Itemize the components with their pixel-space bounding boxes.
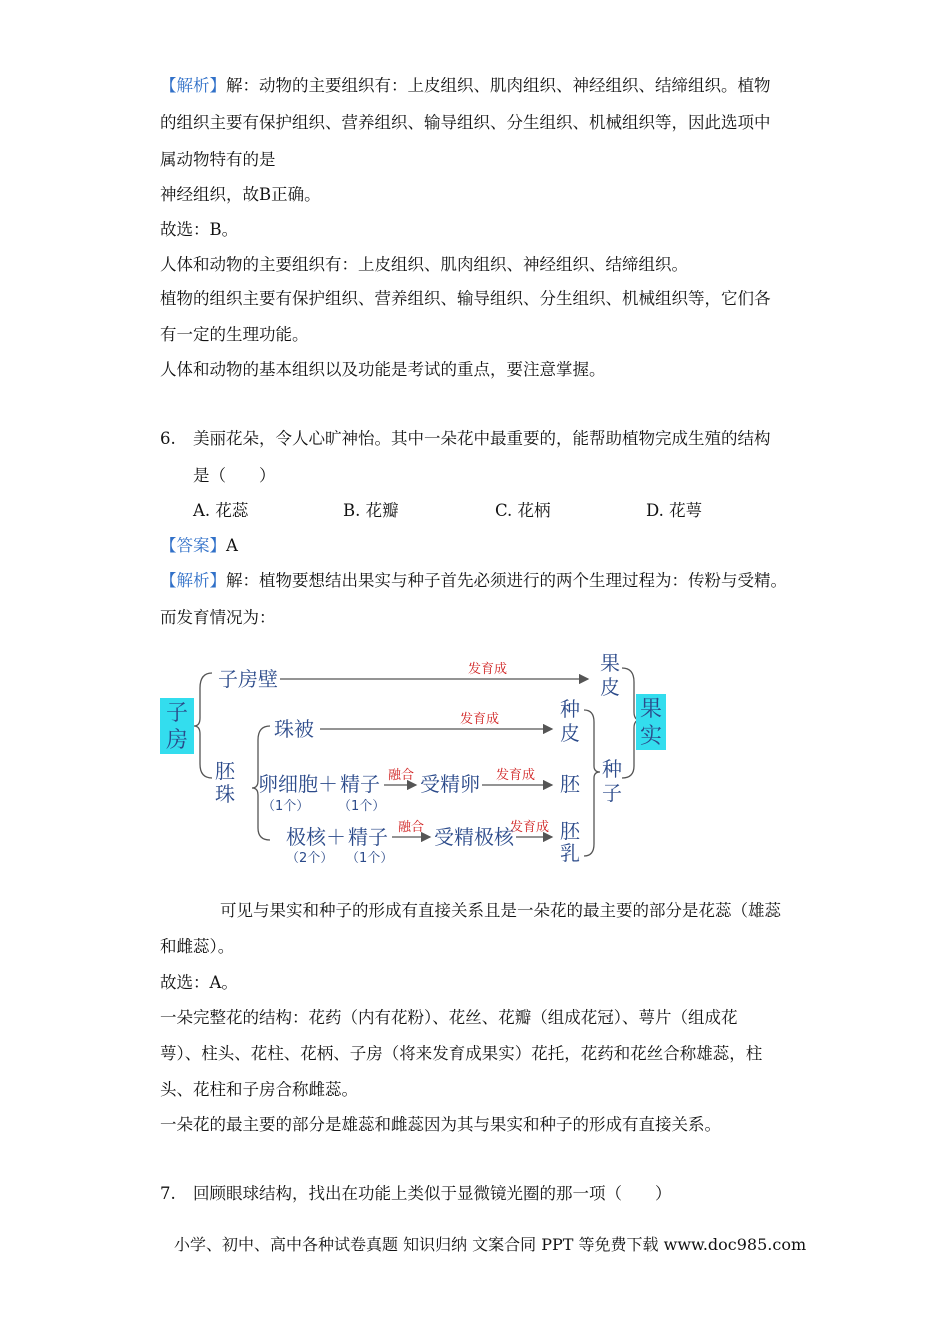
q6-conclusion-line1: 可见与果实和种子的形成有直接关系且是一朵花的最主要的部分是花蕊（雄蕊 [220,901,781,920]
q6-point1b: 萼）、柱头、花柱、花柄、子房（将来发育成果实）花托，花药和花丝合称雄蕊，柱 [160,1044,763,1063]
egg-cell-label: 卵细胞 [258,772,318,796]
integument-label: 珠被 [274,717,314,741]
sperm-count-2: （1个） [346,851,394,863]
page-footer: 小学、初中、高中各种试卷真题 知识归纳 文案合同 PPT 等免费下载 www.doc985.com [174,1235,807,1254]
fruit-label-1: 果 [639,697,663,722]
polar-nuclei-label: 极核 [286,825,326,849]
polar-count: （2个） [286,851,334,863]
fertilized-polar-label: 受精极核 [434,825,514,849]
q5-analysis-line3: 属动物特有的是 [160,150,276,169]
ovary-development-diagram [160,648,800,863]
pericarp-label-2: 皮 [600,675,620,699]
seed-label-1: 种 [602,757,622,781]
q5-point2b: 有一定的生理功能。 [160,325,309,344]
fuse-label-2: 融合 [398,820,425,835]
q5-point1: 人体和动物的主要组织有：上皮组织、肌肉组织、神经组织、结缔组织。 [160,255,688,274]
q6-option-a: A. 花蕊 [193,501,249,520]
q5-choice: 故选：B。 [160,220,239,239]
ovule-label-1: 胚 [215,759,235,783]
sperm-label-2: 精子 [348,825,388,849]
develops-label-4: 发育成 [510,820,550,835]
q5-point2a: 植物的组织主要有保护组织、营养组织、输导组织、分生组织、机械组织等，它们各 [160,289,771,308]
q6-answer: 【答案】A [160,536,238,555]
zygote-label: 受精卵 [420,772,480,796]
ovary-label-1: 子 [165,701,189,726]
analysis-tag: 【解析】 [160,571,226,590]
q6-stem-line1: 美丽花朵，令人心旷神怡。其中一朵花中最重要的，能帮助植物完成生殖的结构 [193,429,771,448]
q6-analysis-line2: 而发育情况为： [160,608,276,627]
plus-1: ＋ [318,772,338,796]
endosperm-label-2: 乳 [560,841,580,863]
q7-number: 7. [160,1184,176,1203]
pericarp-label-1: 果 [600,651,620,675]
egg-count: （1个） [262,799,310,814]
q6-point1c: 头、花柱和子房合称雌蕊。 [160,1080,358,1099]
q5-analysis-line1: 【解析】解：动物的主要组织有：上皮组织、肌肉组织、神经组织、结缔组织。植物 [160,76,771,95]
q6-choice: 故选：A。 [160,973,238,992]
ovary-wall-label: 子房壁 [218,667,278,691]
q5-analysis-line4: 神经组织，故B正确。 [160,185,321,204]
develops-label-3: 发育成 [496,768,536,783]
sperm-label-1: 精子 [340,772,380,796]
q6-option-c: C. 花柄 [495,501,551,520]
endosperm-label-1: 胚 [560,819,580,843]
q5-point3: 人体和动物的基本组织以及功能是考试的重点，要注意掌握。 [160,360,606,379]
q6-option-b: B. 花瓣 [343,501,399,520]
q6-point2: 一朵花的最主要的部分是雄蕊和雌蕊因为其与果实和种子的形成有直接关系。 [160,1115,721,1134]
sperm-count-1: （1个） [338,799,386,814]
ovary-label-2: 房 [165,728,189,753]
answer-tag: 【答案】 [160,536,226,555]
seed-label-2: 子 [602,781,622,805]
develops-label-1: 发育成 [468,662,508,677]
q6-analysis-line1: 【解析】解：植物要想结出果实与种子首先必须进行的两个生理过程为：传粉与受精。 [160,571,787,590]
plus-2: ＋ [326,825,346,849]
analysis-tag: 【解析】 [160,76,226,95]
q6-point1a: 一朵完整花的结构：花药（内有花粉）、花丝、花瓣（组成花冠）、萼片（组成花 [160,1008,738,1027]
seed-coat-label-1: 种 [560,697,580,721]
q6-option-d: D. 花萼 [646,501,703,520]
q6-number: 6. [160,429,176,448]
fruit-label-2: 实 [639,724,663,749]
ovule-label-2: 珠 [215,782,235,806]
embryo-label: 胚 [560,772,580,796]
q7-stem: 回顾眼球结构，找出在功能上类似于显微镜光圈的那一项（ ） [193,1184,672,1203]
fuse-label-1: 融合 [388,768,415,783]
develops-label-2: 发育成 [460,712,500,727]
q6-conclusion-line2: 和雌蕊）。 [160,937,235,956]
q5-analysis-line2: 的组织主要有保护组织、营养组织、输导组织、分生组织、机械组织等，因此选项中 [160,113,771,132]
seed-coat-label-2: 皮 [560,721,580,745]
q6-stem-line2: 是（ ） [193,466,276,485]
